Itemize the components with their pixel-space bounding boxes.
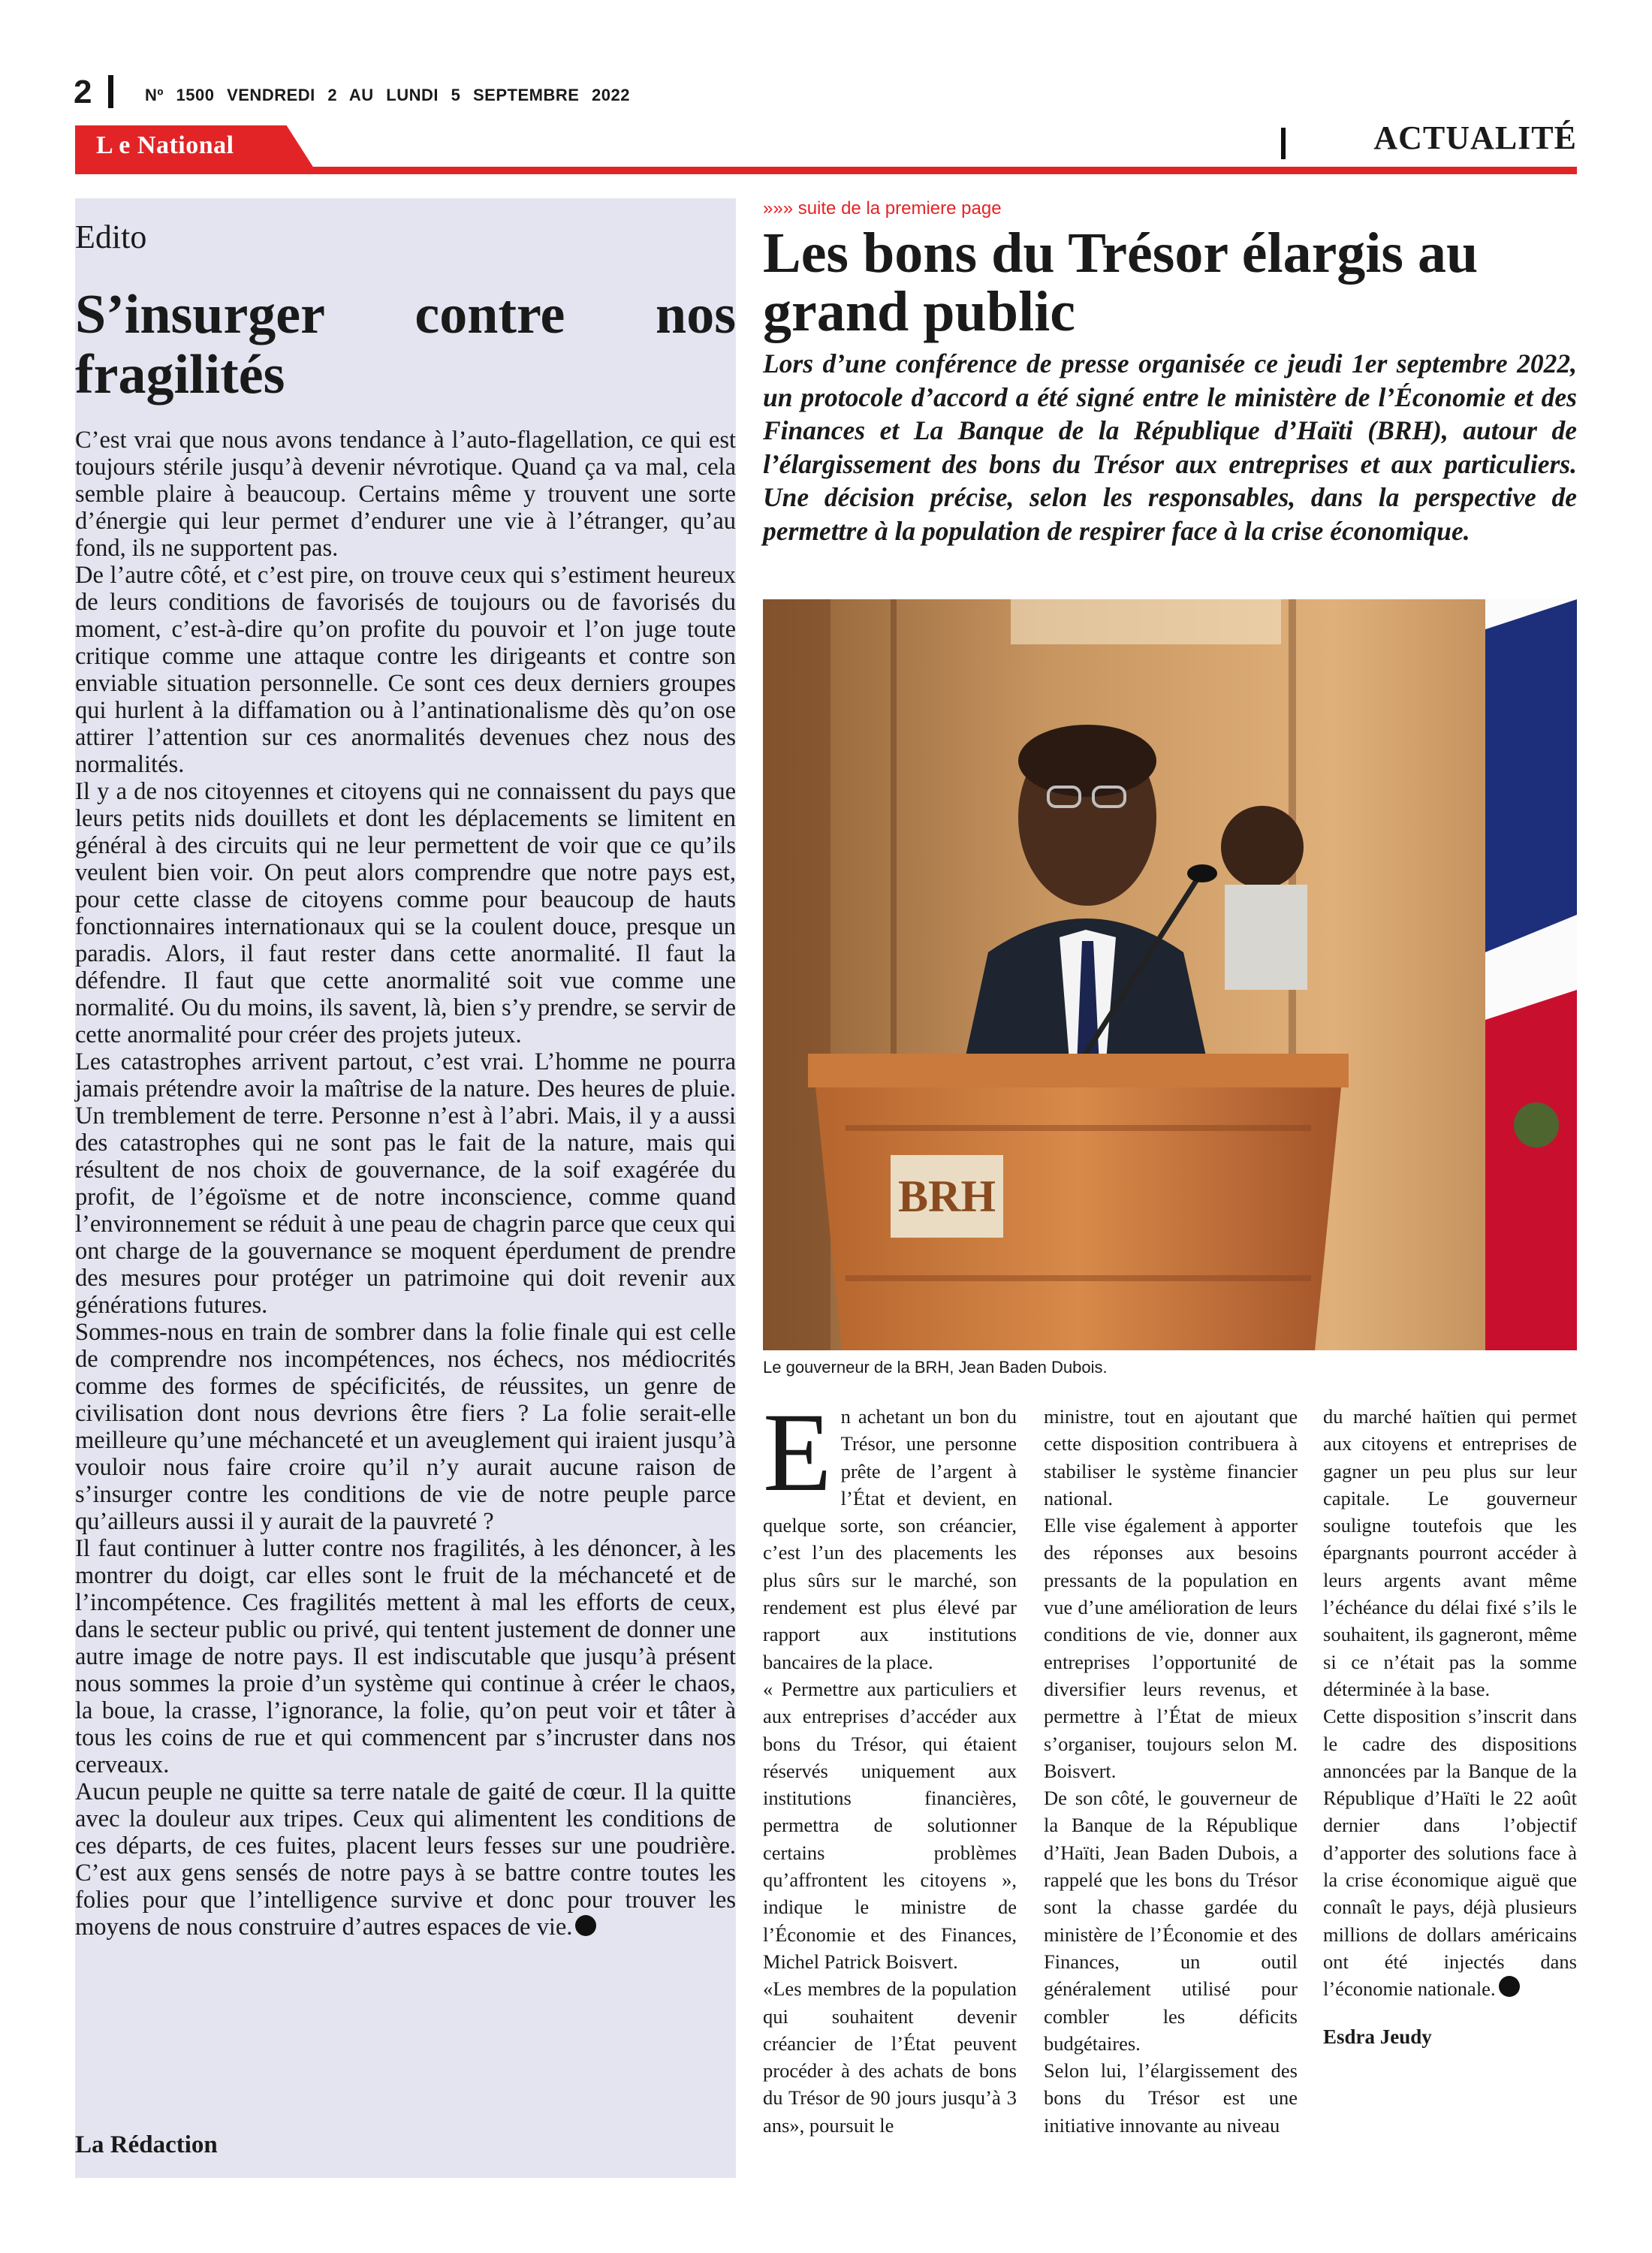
edito-signature: La Rédaction bbox=[75, 2131, 218, 2158]
edito-paragraph: De l’autre côté, et c’est pire, on trouve ceux qui s’estiment heureux de leurs conditions de favorisés de toujours ou de favorisés du moment, c’est-à-dire qu’on profite du pouvoir et l’on juge toute critique comme une attaque contre les dirigeants et contre son enviable situation personnelle. Ce sont ces deux derniers groupes qui hurlent à la diffamation ou à l’antinationalisme dès qu’on ose attirer l’attention sur ces anormalités devenues chez nous des normalités. bbox=[75, 562, 736, 778]
edito-paragraph: Sommes-nous en train de sombrer dans la folie finale qui est celle de comprendre nos incompétences, nos échecs, nos médiocrités comme des formes de spécificités, de réussites, un genre de civilisation dont nous devrions être fiers ? La folie serait-elle meilleure qu’une méchanceté et un aveuglement qui iraient jusqu’à vouloir nous faire croire qu’il n’y aurait aucune raison de s’insurger contre les conditions de vie de notre peuple parce qu’ailleurs aussi il y aurait de la pauvreté ? bbox=[75, 1319, 736, 1535]
article-paragraph: Elle vise également à apporter des réponses aux besoins pressants de la population en vue d’une amélioration de leurs conditions de vie, donner aux entreprises l’opportunité de diversifier leurs revenus, et permettre à l’État de mieux s’organiser, toujours selon M. Boisvert. bbox=[1044, 1514, 1298, 1782]
article-paragraph: Selon lui, l’élargissement des bons du Trésor est une initiative innovante au niveau bbox=[1044, 2059, 1298, 2137]
drop-cap: E bbox=[763, 1390, 832, 1515]
edito-paragraph-last bbox=[75, 1778, 736, 1941]
photo-illustration bbox=[763, 599, 1577, 1350]
article-column-3 bbox=[1323, 1403, 1577, 2049]
edito-paragraph-text: Aucun peuple ne quitte sa terre natale de gaité de cœur. Il la quitte avec la douleur aux tripes. Ceux qui alimentent les conditions de ces départs, de ces fuites, placent leurs fesses sur une poudrière. C’est aux gens sensés de notre pays à se battre contre toutes les folies pour que l’intelligence survive et donc pour trouver les moyens de nous construire d’autres espaces de vie. bbox=[75, 1778, 736, 1941]
edito-paragraph: C’est vrai que nous avons tendance à l’auto-flagellation, ce qui est toujours stérile jusqu’à devenir névrotique. Quand ça va mal, cela semble plaire à beaucoup. Certains même y trouvent une sorte d’énergie qui leur permet d’endurer une vie à l’étranger, qu’au fond, ils ne supportent pas. bbox=[75, 427, 736, 562]
edito-label: Edito bbox=[75, 219, 147, 255]
article-paragraph: « Permettre aux particuliers et aux entreprises d’accéder aux bons du Trésor, qui étaient réservés uniquement aux institutions financières, permettra de solutionner certains problèmes qu’affrontent les citoyens », indique le ministre de l’Économie et des Finances, Michel Patrick Boisvert. bbox=[763, 1677, 1017, 1973]
article-paragraph: «Les membres de la population qui souhaitent devenir créancier de l’État peuvent procéder à des achats de bons du Trésor de 90 jours jusqu’à 3 ans», poursuit le bbox=[763, 1977, 1017, 2137]
brand-name: L e National bbox=[96, 131, 234, 159]
page-number-divider bbox=[108, 75, 113, 108]
article-column-1 bbox=[763, 1390, 1017, 2139]
end-mark-icon bbox=[575, 1915, 596, 1936]
article-photo bbox=[763, 599, 1577, 1350]
end-mark-icon bbox=[1499, 1976, 1520, 1997]
issue-line: Nº 1500 VENDREDI 2 AU LUNDI 5 SEPTEMBRE 2022 bbox=[145, 86, 630, 104]
edito-body bbox=[75, 427, 736, 1941]
edito-title: S’insurger contre nos fragilités bbox=[75, 284, 736, 406]
article-paragraph-text: Cette disposition s’inscrit dans le cadre des dispositions annoncées par la Banque de la République d’Haïti le 22 août dernier dans l’objectif d’apporter des solutions face à la crise économique aiguë que connaît le pays, déjà plusieurs millions de dollars américains ont été injectés dans l’économie nationale. bbox=[1323, 1705, 1577, 2001]
page-number: 2 bbox=[74, 74, 92, 110]
section-divider bbox=[1281, 128, 1286, 159]
edito-paragraph: Il y a de nos citoyennes et citoyens qui ne connaissent du pays que leurs petits nids douillets et dont les déplacements se limitent en général à des circuits qui ne leur permettent de voir que ce qu’ils veulent bien voir. On peut alors comprendre que notre pays est, pour cette classe de citoyens comme pour beaucoup de hauts fonctionnaires internationaux qui se la coulent douce, presque un paradis. Alors, il faut rester dans cette anormalité. Il faut la défendre. Il faut que cette anormalité soit vue comme une normalité. Ou du moins, ils savent, là, bien s’y prendre, se servir de cette anormalité pour créer des projets juteux. bbox=[75, 778, 736, 1048]
article-lead: Lors d’une conférence de presse organisée ce jeudi 1er septembre 2022, un protocole d’accord a été signé entre le ministère de l’Économie et des Finances et La Banque de la République d’Haïti (BRH), autour de l’élargissement des bons du Trésor aux entreprises et aux particuliers. Une décision précise, selon les responsables, dans la perspective de permettre à la population de respirer face à la crise économique. bbox=[763, 348, 1577, 546]
article-paragraph-last bbox=[1323, 1703, 1577, 2002]
section-title: ACTUALITÉ bbox=[1373, 119, 1577, 156]
article-title: Les bons du Trésor élargis au grand public bbox=[763, 222, 1479, 344]
article-paragraph bbox=[763, 1390, 1017, 1675]
article-column-2 bbox=[1044, 1403, 1298, 2139]
edito-paragraph: Les catastrophes arrivent partout, c’est vrai. L’homme ne pourra jamais prétendre avoir la maîtrise de la nature. Des heures de pluie. Un tremblement de terre. Personne n’est à l’abri. Mais, il y a aussi des catastrophes qui ne sont pas le fait de la nature, mais qui résultent de nos choix de gouvernance, de la soif exagérée du profit, de l’égoïsme et de notre inconscience, comme quand l’environnement se réduit à une peau de chagrin parce que ceux qui ont charge de la gouvernance se moquent éperdument de prendre des mesures pour protéger un patrimoine qui doit revenir aux générations futures. bbox=[75, 1048, 736, 1319]
article-author: Esdra Jeudy bbox=[1323, 2025, 1432, 2048]
header-rule bbox=[75, 167, 1577, 174]
edito-paragraph: Il faut continuer à lutter contre nos fragilités, à les dénoncer, à les montrer du doigt, car elles sont le fruit de la méchanceté et de l’incompétence. Ces fragilités mettent à mal les efforts de ceux, dans le secteur public ou privé, qui tentent justement de donner une autre image de notre pays. Il est indiscutable que jusqu’à présent nous sommes la proie d’un système qui continue à créer le chaos, la boue, la crasse, l’ignorance, la folie, qu’on peut voir et tâter à tous les coins de rue et qui commencent par s’incruster dans nos cerveaux. bbox=[75, 1535, 736, 1778]
continued-label: »»» suite de la premiere page bbox=[763, 198, 1002, 219]
article-paragraph-text: n achetant un bon du Trésor, une personne prête de l’argent à l’État et devient, en quelque sorte, son créancier, c’est l’un des placements les plus sûrs sur le marché, son rendement est plus élevé par rapport aux institutions bancaires de la place. bbox=[763, 1405, 1017, 1673]
article-paragraph: De son côté, le gouverneur de la Banque de la République d’Haïti, Jean Baden Dubois, a rappelé que les bons du Trésor sont la chasse gardée du ministère de l’Économie et des Finances, un outil généralement utilisé pour combler les déficits budgétaires. bbox=[1044, 1787, 1298, 2055]
podium-logo: BRH bbox=[897, 1172, 996, 1221]
article-paragraph: ministre, tout en ajoutant que cette disposition contribuera à stabiliser le système financier national. bbox=[1044, 1405, 1298, 1510]
photo-caption: Le gouverneur de la BRH, Jean Baden Dubois. bbox=[763, 1358, 1108, 1377]
article-paragraph: du marché haïtien qui permet aux citoyens et entreprises de gagner un peu plus sur leur capitale. Le gouverneur souligne toutefois que les épargnants pourront accéder à leurs argents avant même l’échéance du délai fixé s’ils le souhaitent, ils gagneront, même si ce n’était pas la somme déterminée à la base. bbox=[1323, 1405, 1577, 1700]
